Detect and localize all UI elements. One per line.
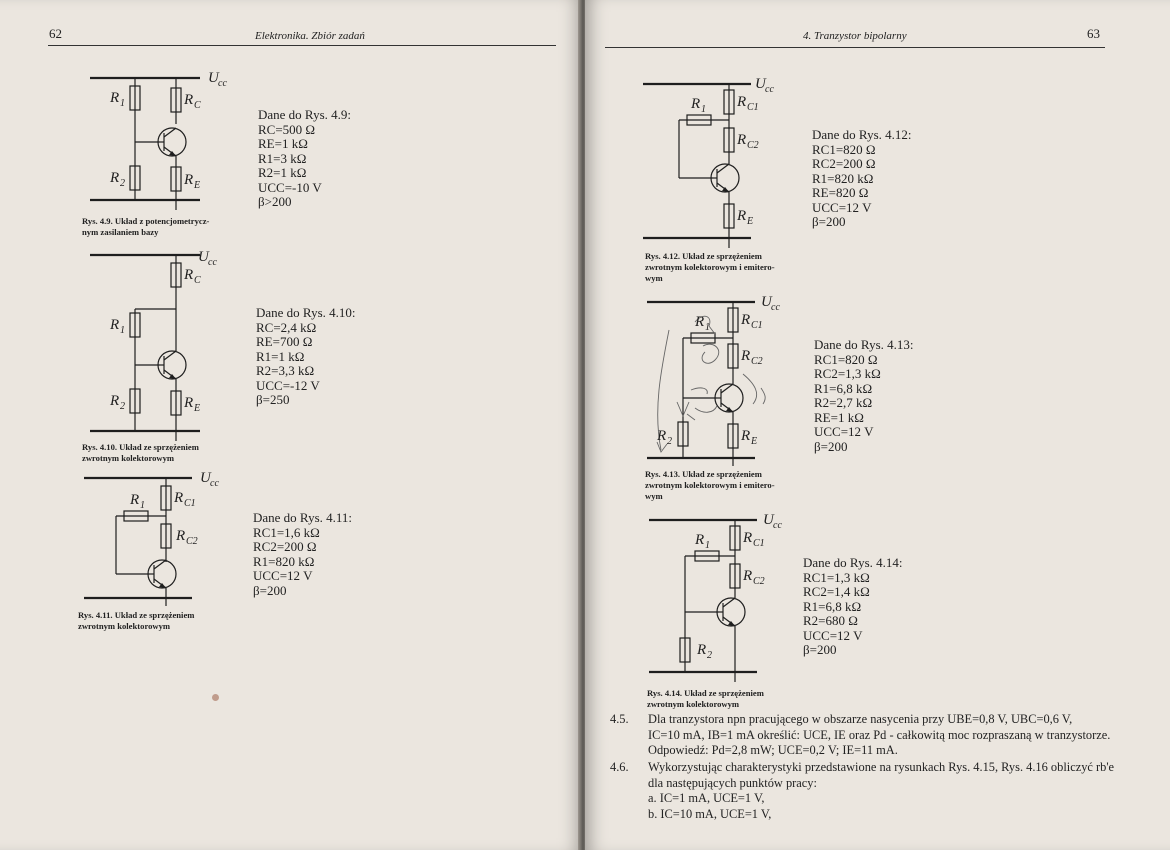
figure-caption-4-12: Rys. 4.12. Układ ze sprzężeniem zwrotnym kolektorowym i emitero- wym [645,251,775,283]
r2-label: R [697,642,707,658]
supply-label: U [763,512,774,528]
running-header-right: 4. Tranzystor bipolarny [803,30,907,42]
re-label: R [737,208,747,224]
right-page [585,0,1170,850]
supply-label-sub: cc [218,78,227,89]
r1-label: R [110,317,120,333]
rc1-label: R [743,530,753,546]
circuit-data-4-9: Dane do Rys. 4.9: RC=500 Ω RE=1 kΩ R1=3 kΩ R2=1 kΩ UCC=-10 V β>200 [258,107,351,209]
rc-label: R [184,267,194,283]
figure-caption-4-13: Rys. 4.13. Układ ze sprzężeniem zwrotnym kolektorowym i emitero- wym [645,469,775,501]
rc1-label: R [174,490,184,506]
task-text-line: dla następujących punktów pracy: [648,775,817,790]
figure-caption-4-11: Rys. 4.11. Układ ze sprzężeniem zwrotnym kolektorowym [78,610,195,631]
r1-label: R [110,90,120,106]
circuit-data-4-13: Dane do Rys. 4.13: RC1=820 Ω RC2=1,3 kΩ R1=6,8 kΩ R2=2,7 kΩ RE=1 kΩ UCC=12 V β=200 [814,337,914,454]
supply-label-sub: cc [208,257,217,268]
rc1-label: R [741,312,751,328]
task-4-6 [610,760,1148,822]
supply-label: U [208,70,219,86]
rc2-label: R [741,348,751,364]
circuit-diagram-4-13 [643,290,813,468]
r1-label-sub: 1 [705,540,710,551]
task-4-5 [610,712,1148,759]
header-rule-left [48,45,556,46]
task-number: 4.6. [610,760,629,774]
task-text-line: Dla tranzystora npn pracującego w obszarze nasycenia przy UBE=0,8 V, UBC=0,6 V, [648,712,1073,726]
circuit-data-4-10: Dane do Rys. 4.10: RC=2,4 kΩ RE=700 Ω R1=1 kΩ R2=3,3 kΩ UCC=-12 V β=250 [256,305,356,407]
r2-label: R [110,170,120,186]
figure-caption-4-9: Rys. 4.9. Układ z potencjometrycz- nym zasilaniem bazy [82,216,210,237]
circuit-diagram-4-10 [80,243,250,443]
left-page [0,0,582,850]
re-label-sub: E [194,180,201,191]
header-rule-right [605,47,1105,48]
rc1-label-sub: C1 [747,102,759,113]
circuit-diagram-4-11 [74,466,244,611]
supply-label: U [200,470,211,486]
r1-label: R [691,96,701,112]
circuit-data-4-11: Dane do Rys. 4.11: RC1=1,6 kΩ RC2=200 Ω R1=820 kΩ UCC=12 V β=200 [253,510,353,598]
r2-label-sub: 2 [120,178,125,189]
supply-label: U [761,294,772,310]
re-label: R [184,172,194,188]
rc2-label: R [176,528,186,544]
circuit-diagram-4-14 [645,508,815,688]
circuit-data-4-14: Dane do Rys. 4.14: RC1=1,3 kΩ RC2=1,4 kΩ R1=6,8 kΩ R2=680 Ω UCC=12 V β=200 [803,555,903,657]
rc-label-sub: C [194,100,201,111]
circuit-diagram-4-9 [80,66,250,216]
r1-label-sub: 1 [705,322,710,333]
rc2-label: R [743,568,753,584]
rc2-label-sub: C2 [747,140,759,151]
task-number: 4.5. [610,712,629,726]
r1-label: R [695,532,705,548]
circuit-diagram-4-12 [637,72,807,252]
figure-caption-4-14: Rys. 4.14. Układ ze sprzężeniem zwrotnym kolektorowym [647,688,764,709]
re-label: R [741,428,751,444]
rc1-label-sub: C1 [753,538,765,549]
task-item: a. IC=1 mA, UCE=1 V, [648,791,765,805]
r1-label-sub: 1 [140,500,145,511]
rc2-label: R [737,132,747,148]
task-answer: Odpowiedź: Pd=2,8 mW; UCE=0,2 V; IE=11 mA. [648,743,898,757]
r2-label: R [657,428,667,444]
page-number-left: 62 [49,26,62,41]
supply-label-sub: cc [771,302,780,313]
task-item: b. IC=10 mA, UCE=1 V, [648,806,772,821]
task-text-line: IC=10 mA, IB=1 mA określić: UCE, IE oraz Pd - całkowitą moc rozpraszaną w tranzystorze. [648,727,1111,742]
r1-label-sub: 1 [701,104,706,115]
r2-label: R [110,393,120,409]
re-label-sub: E [747,216,754,227]
supply-label: U [755,76,766,92]
r1-label-sub: 1 [120,98,125,109]
paper-stain [212,694,219,701]
rc1-label: R [737,94,747,110]
supply-label-sub: cc [773,520,782,531]
r1-label-sub: 1 [120,325,125,336]
rc1-label-sub: C1 [184,498,196,509]
circuit-data-4-12: Dane do Rys. 4.12: RC1=820 Ω RC2=200 Ω R1=820 kΩ RE=820 Ω UCC=12 V β=200 [812,127,912,229]
supply-label-sub: cc [210,478,219,489]
task-text-line: Wykorzystując charakterystyki przedstawione na rysunkach Rys. 4.15, Rys. 4.16 obliczyć rb'e [648,760,1115,774]
page-number-right: 63 [1087,26,1100,41]
supply-label: U [198,249,209,265]
rc2-label-sub: C2 [751,356,763,367]
r1-label: R [695,314,705,330]
re-label: R [184,395,194,411]
r2-label-sub: 2 [120,401,125,412]
supply-label-sub: cc [765,84,774,95]
rc1-label-sub: C1 [751,320,763,331]
rc-label-sub: C [194,275,201,286]
rc2-label-sub: C2 [753,576,765,587]
rc2-label-sub: C2 [186,536,198,547]
re-label-sub: E [194,403,201,414]
running-header-left: Elektronika. Zbiór zadań [255,30,365,42]
r2-label-sub: 2 [667,436,672,447]
r1-label: R [130,492,140,508]
re-label-sub: E [751,436,758,447]
r2-label-sub: 2 [707,650,712,661]
figure-caption-4-10: Rys. 4.10. Układ ze sprzężeniem zwrotnym kolektorowym [82,442,199,463]
rc-label: R [184,92,194,108]
